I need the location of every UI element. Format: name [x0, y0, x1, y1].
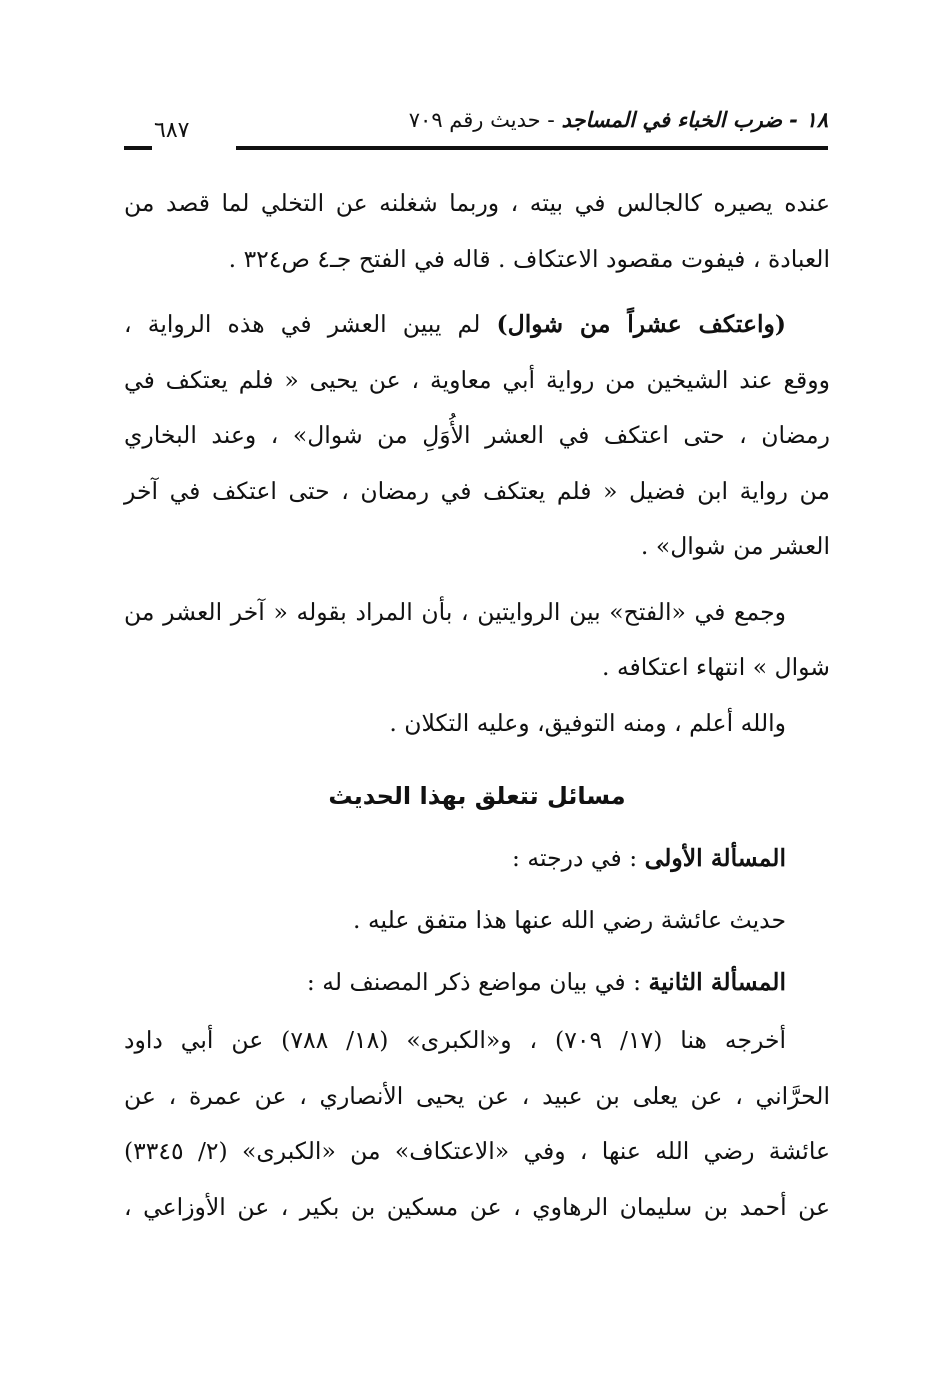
running-header: [124, 108, 828, 154]
text-line: من رواية ابن فضيل « فلم يعتكف في رمضان ، حتى اعتكف في آخر: [124, 476, 830, 505]
text-line: وجمع في «الفتح» بين الروايتين ، بأن المراد بقوله « آخر العشر من: [124, 597, 786, 626]
paragraph-4: [124, 696, 830, 752]
question-1-text: : في درجته :: [512, 844, 645, 872]
text-line: العبادة ، فيفوت مقصود الاعتكاف . قاله في الفتح جـ٤ ص٣٢٤ .: [228, 244, 830, 273]
header-title: [409, 108, 828, 132]
hadith-reference: - حديث رقم ٧٠٩: [408, 108, 562, 132]
paragraph-1: [124, 176, 830, 287]
page-number: ٦٨٧: [154, 118, 190, 143]
section-heading: مسائل تتعلق بهذا الحديث: [328, 782, 626, 810]
bold-phrase: (واعتكف عشراً من شوال): [496, 310, 787, 338]
question-1-answer: حديث عائشة رضي الله عنها هذا متفق عليه .: [353, 906, 786, 934]
text-line: والله أعلم ، ومنه التوفيق، وعليه التكلان .: [389, 708, 786, 737]
question-1-label: المسألة الأولى: [644, 844, 786, 872]
question-2: [124, 951, 830, 1013]
text-line: العشر من شوال» .: [640, 532, 830, 560]
paragraph-2: [124, 297, 830, 575]
text-line: الحرَّاني ، عن يعلى بن عبيد ، عن يحيى الأنصاري ، عن عمرة ، عن: [124, 1081, 830, 1110]
text-line: شوال » انتهاء اعتكافه .: [602, 653, 830, 681]
text-line: أخرجه هنا (١٧/ ٧٠٩) ، و«الكبرى» (١٨/ ٧٨٨) عن أبي داود: [124, 1026, 786, 1054]
paragraph-gap: [124, 287, 830, 297]
question-1: [124, 827, 830, 889]
question-2-answer: [124, 1013, 830, 1235]
chapter-title: ١٨ - ضرب الخباء في المساجد: [561, 108, 828, 132]
paragraph-gap: [124, 751, 830, 761]
page-number-rule: [124, 146, 152, 150]
paragraph-3: [124, 585, 830, 696]
text-line: عائشة رضي الله عنها ، وفي «الاعتكاف» من «الكبرى» (٢/ ٣٣٤٥): [124, 1137, 831, 1165]
paragraph-gap: [124, 575, 830, 585]
text-line: عنده يصيره كالجالس في بيته ، وربما شغلنه عن التخلي لما قصد من: [124, 189, 830, 217]
text-line: عن أحمد بن سليمان الرهاوي ، عن مسكين بن بكير ، عن الأوزاعي ،: [124, 1192, 830, 1221]
text-line: ووقع عند الشيخين من رواية أبي معاوية ، عن يحيى « فلم يعتكف في: [124, 365, 830, 394]
question-2-label: المسألة الثانية: [648, 968, 786, 996]
text-line: [124, 297, 830, 353]
body-text: [124, 176, 830, 1235]
text-span: لم يبين العشر في هذه الرواية ،: [124, 310, 497, 338]
question-2-text: : في بيان مواضع ذكر المصنف له :: [306, 968, 649, 996]
text-line: رمضان ، حتى اعتكف في العشر الأُوَلِ من شوال» ، وعند البخاري: [124, 421, 830, 449]
header-rule: [236, 146, 828, 150]
